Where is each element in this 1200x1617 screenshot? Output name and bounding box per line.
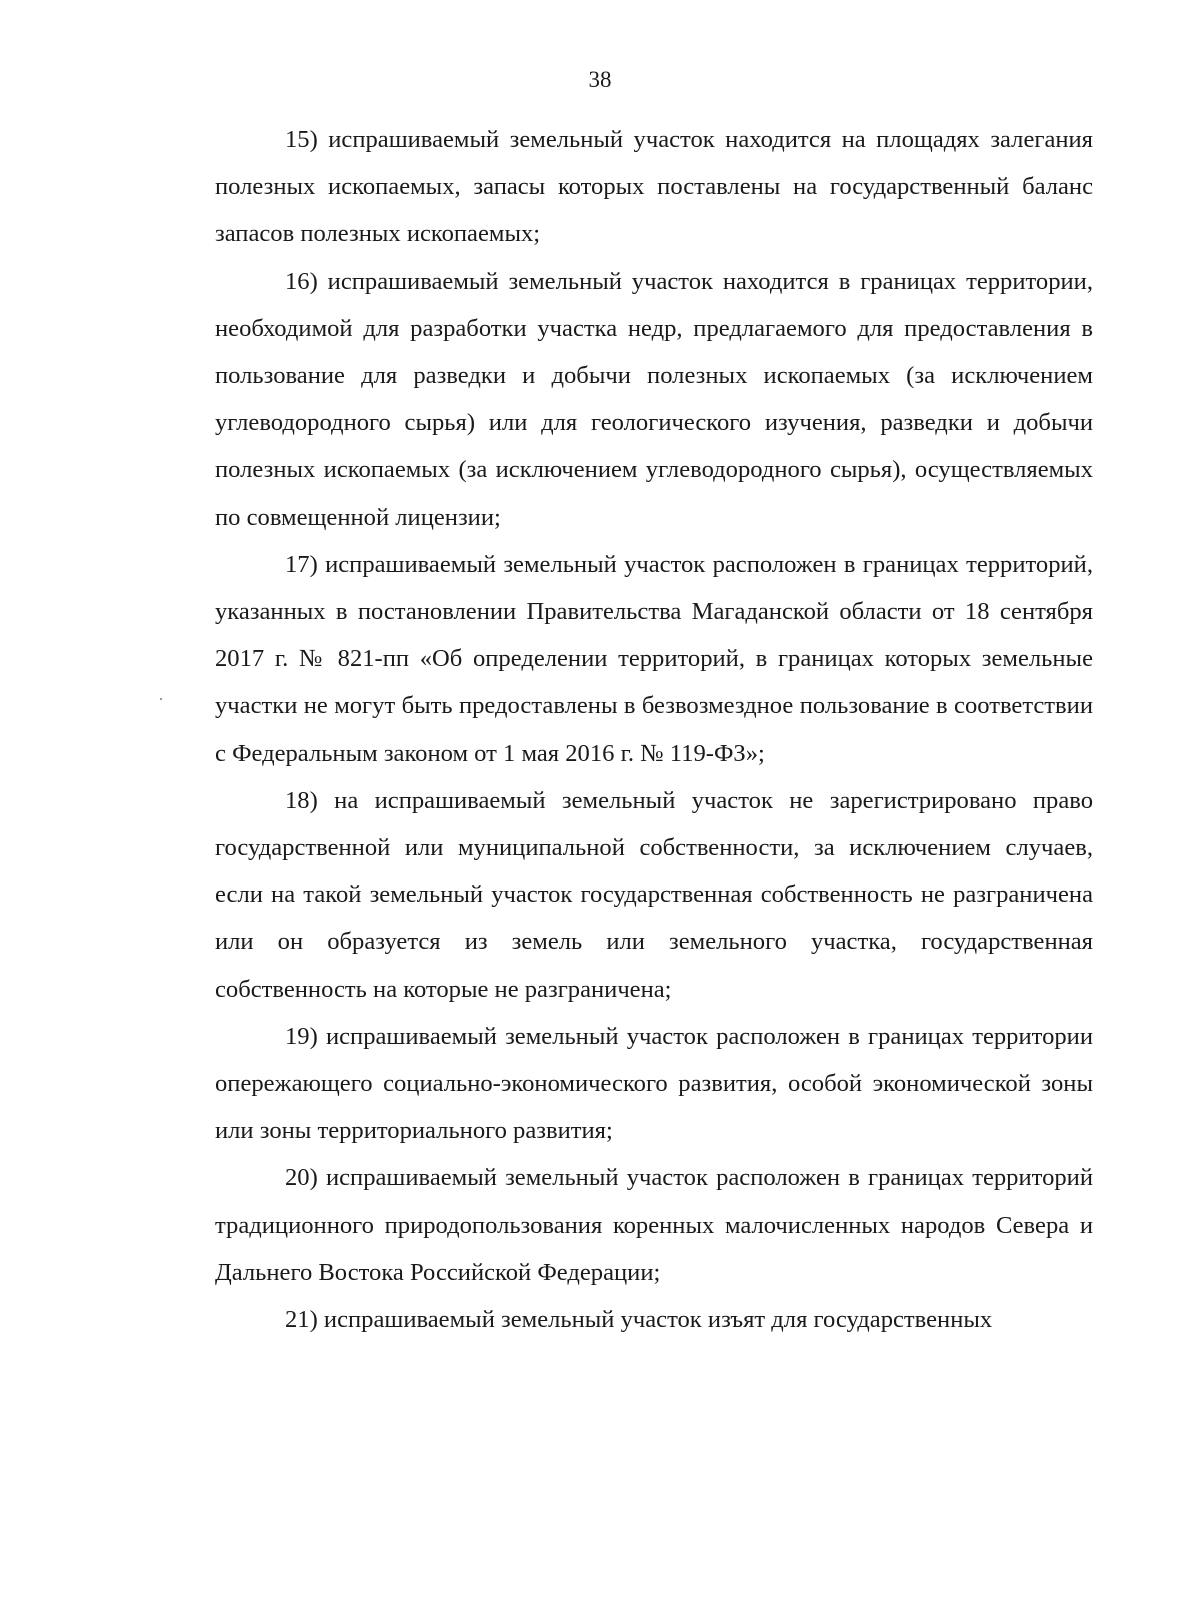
paragraph-item-19: 19) испрашиваемый земельный участок расположен в границах территории опережающего социально-экономического развития, особой экономической зоны или зоны территориального развития; xyxy=(215,1022,1093,1145)
paragraph-item-20: 20) испрашиваемый земельный участок расположен в границах территорий традиционного природопользования коренных малочисленных народов Севера и Дальнего Востока Российской Федерации; xyxy=(215,1164,1093,1286)
paragraph-item-21: 21) испрашиваемый земельный участок изъят для государственных xyxy=(285,1306,993,1334)
paragraph-item-17: 17) испрашиваемый земельный участок расположен в границах территорий, указанных в постановлении Правительства Магаданской области от 18 сентября 2017 г. № 821-пп «Об определении территорий, в границах которых земельные участки не могут быть предоставлены в безвозмездное пользование в соответствии с Федеральным законом от 1 мая 2016 г. № 119-ФЗ»; xyxy=(215,550,1093,767)
document-body xyxy=(215,116,1093,1343)
scan-speck xyxy=(160,698,162,700)
paragraph-item-18: 18) на испрашиваемый земельный участок не зарегистрировано право государственной или муниципальной собственности, за исключением случаев, если на такой земельный участок государственная собственность не разграничена или он образуется из земель или земельного участка, государственная собственность на которые не разграничена; xyxy=(215,786,1093,1003)
page-number: 38 xyxy=(588,67,612,92)
paragraph-item-16: 16) испрашиваемый земельный участок находится в границах территории, необходимой для разработки участка недр, предлагаемого для предоставления в пользование для разведки и добычи полезных ископаемых (за исключением углеводородного сырья) или для геологического изучения, разведки и добычи полезных ископаемых (за исключением углеводородного сырья), осуществляемых по совмещенной лицензии; xyxy=(215,267,1093,531)
paragraph-item-15: 15) испрашиваемый земельный участок находится на площадях залегания полезных ископаемых, запасы которых поставлены на государственный баланс запасов полезных ископаемых; xyxy=(215,126,1093,248)
